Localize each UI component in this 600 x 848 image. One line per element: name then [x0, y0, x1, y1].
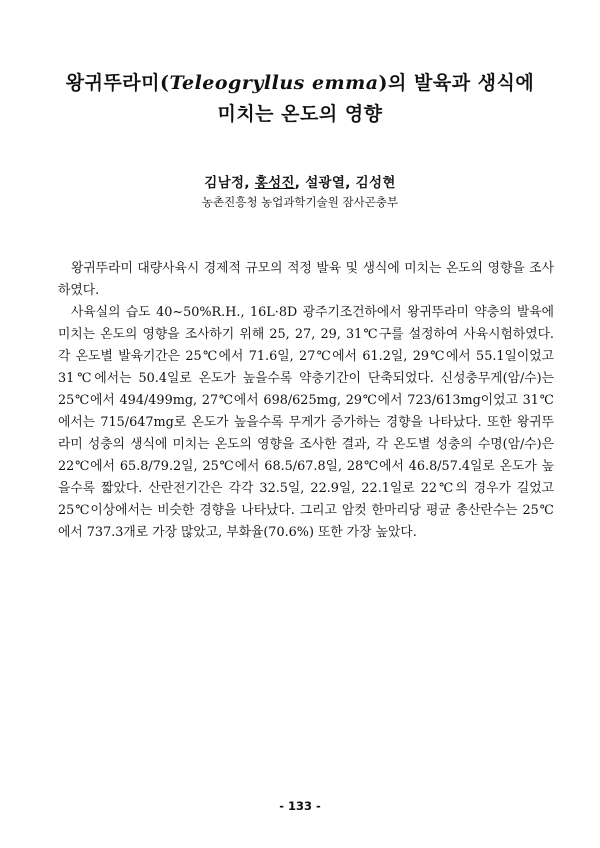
author-1: 김남정,	[204, 175, 255, 191]
title-species-name: Teleogryllus emma	[169, 72, 379, 94]
author-corresponding: 홍성진	[254, 175, 295, 191]
author-affiliation: 농촌진흥청 농업과학기술원 잠사곤충부	[201, 195, 399, 209]
title-suffix: )의 발육과 생식에	[378, 72, 535, 94]
author-others: , 설광열, 김성현	[294, 175, 396, 191]
abstract-paragraph-1: 왕귀뚜라미 대량사육시 경제적 규모의 적정 발육 및 생식에 미치는 온도의 영향을 조사하였다.	[58, 261, 554, 298]
title-prefix: 왕귀뚜라미(	[65, 72, 170, 94]
abstract-paragraph-2: 사육실의 습도 40∼50%R.H., 16L·8D 광주기조건하에서 왕귀뚜라미 약충의 발육에 미치는 온도의 영향을 조사하기 위해 25, 27, 29, 31℃구를 설정하여 사육시험하였다. 각 온도별 발육기간은 25℃에서 71.6일, 27℃에서 61.2일, 29℃에서 55.1일이었고 31℃에서는 50.4일로 온도가 높을수록 약충기간이 단축되었다. 신성충무게(암/수)는 25℃에서 494/499mg, 27℃에서 698/625mg, 29℃에서 723/613mg이었고 31℃에서는 715/647mg로 온도가 높을수록 무게가 증가하는 경향을 나타났다. 또한 왕귀뚜라미 성충의 생식에 미치는 온도의 영향을 조사한 결과, 각 온도별 성충의 수명(암/수)은 22℃에서 65.8/79.2일, 25℃에서 68.5/67.8일, 28℃에서 46.8/57.4일로 온도가 높을수록 짧았다. 산란전기간은 각각 32.5일, 22.9일, 22.1일로 22℃의 경우가 길었고 25℃이상에서는 비슷한 경향을 나타났다. 그리고 암컷 한마리당 평균 총산란수는 25℃에서 737.3개로 가장 많았고, 부화율(70.6%) 또한 가장 높았다.	[58, 305, 554, 540]
abstract-body	[58, 258, 554, 544]
author-list	[0, 171, 600, 191]
paper-title-line2: 미치는 온도의 영향	[217, 103, 383, 125]
page-number: - 133 -	[279, 799, 321, 813]
paper-title-line1	[40, 68, 560, 95]
